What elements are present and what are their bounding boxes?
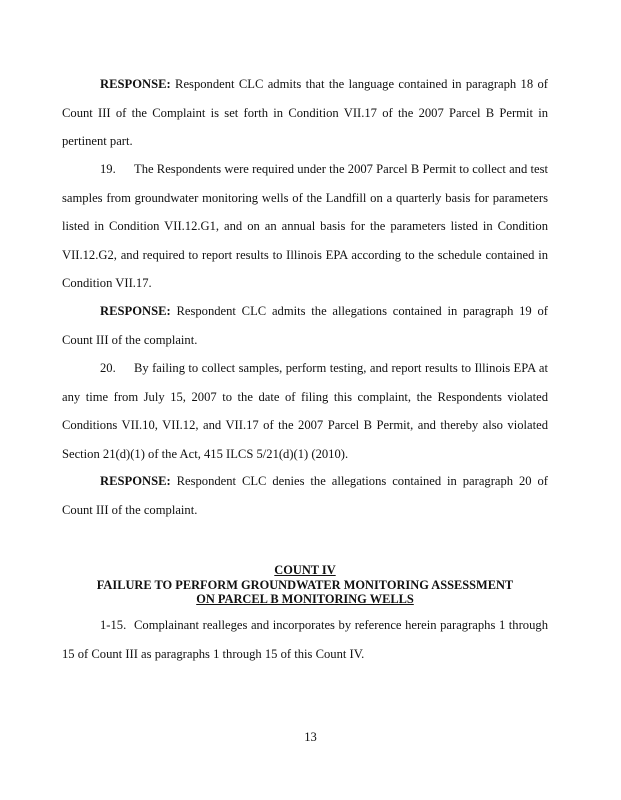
count-subtitle-2: ON PARCEL B MONITORING WELLS bbox=[196, 592, 414, 606]
paragraph-1-15 bbox=[62, 611, 548, 668]
paragraph-text: Complainant realleges and incorporates by reference herein paragraphs 1 through 15 of Count III as paragraphs 1 through 15 of this Count IV. bbox=[62, 618, 548, 661]
paragraph-text: By failing to collect samples, perform testing, and report results to Illinois EPA at any time from July 15, 2007 to the date of filing this complaint, the Respondents violated Conditions VII.10, VII.12, and VII.17 of the 2007 Parcel B Permit, and thereby also violated Section 21(d)(1) of the Act, 415 ILCS 5/21(d)(1) (2010). bbox=[62, 361, 548, 461]
count-subtitle-1: FAILURE TO PERFORM GROUNDWATER MONITORING ASSESSMENT bbox=[96, 577, 514, 592]
paragraph-number: 1-15. bbox=[100, 618, 127, 632]
response-19 bbox=[62, 297, 548, 354]
count-title: COUNT IV bbox=[274, 563, 336, 577]
count-heading bbox=[62, 563, 548, 607]
response-label: RESPONSE: bbox=[100, 474, 171, 488]
response-label: RESPONSE: bbox=[100, 304, 171, 318]
response-text: Respondent CLC denies the allegations contained in paragraph 20 of Count III of the complaint. bbox=[62, 474, 548, 517]
paragraph-19 bbox=[62, 155, 548, 298]
paragraph-number: 19. bbox=[100, 162, 116, 176]
response-20 bbox=[62, 467, 548, 524]
paragraph-text: The Respondents were required under the 2007 Parcel B Permit to collect and test samples from groundwater monitoring wells of the Landfill on a quarterly basis for parameters listed in Condition VII.12.G1, and on an annual basis for the parameters listed in Condition VII.12.G2, and required to report results to Illinois EPA according to the schedule contained in Condition VII.17. bbox=[62, 162, 548, 291]
response-18 bbox=[62, 70, 548, 156]
paragraph-number: 20. bbox=[100, 361, 116, 375]
response-label: RESPONSE: bbox=[100, 77, 171, 91]
response-text: Respondent CLC admits that the language contained in paragraph 18 of Count III of the Complaint is set forth in Condition VII.17 of the 2007 Parcel B Permit in pertinent part. bbox=[62, 77, 548, 149]
paragraph-20 bbox=[62, 354, 548, 468]
response-text: Respondent CLC admits the allegations contained in paragraph 19 of Count III of the complaint. bbox=[62, 304, 548, 347]
page-number: 13 bbox=[304, 730, 317, 744]
